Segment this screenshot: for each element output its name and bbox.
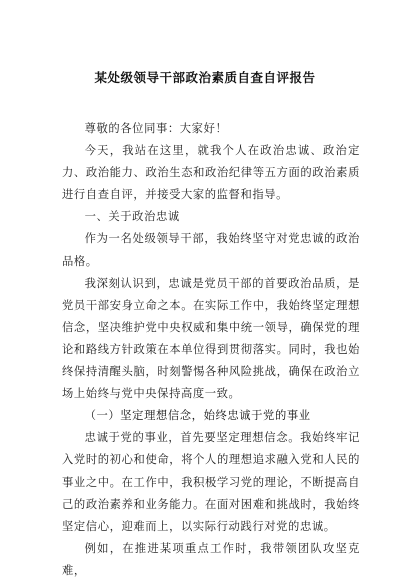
section-heading: 一、关于政治忠诚 [84,210,180,224]
subsection-paragraph: 忠诚于党的事业，首先要坚定理想信念。我始终牢记入党时的初心和使命，将个人的理想追求融入党和人民的事业之中。在工作中，我积极学习党的理论，不断提高自己的政治素养和业务能力。在面对困难和挑战时，我始终坚定信心，迎难而上，以实际行动践行对党的忠诚。 [62,431,360,533]
subsection-heading: （一）坚定理想信念，始终忠诚于党的事业 [84,409,311,423]
greeting-line: 尊敬的各位同事：大家好！ [84,122,228,135]
section-paragraph: 我深刻认识到，忠诚是党员干部的首要政治品质，是党员干部安身立命之本。在实际工作中，我始终坚定理想信念，坚决维护党中央权威和集中统一领导，确保党的理论和路线方针政策在本单位得到贯彻落实。同时，我也始终保持清醒头脑，时刻警惕各种风险挑战，确保在政治立场上始终与党中央保持高度一致。 [62,276,360,401]
section-paragraph: 作为一名处级领导干部，我始终坚守对党忠诚的政治品格。 [62,232,360,268]
intro-paragraph: 今天，我站在这里，就我个人在政治忠诚、政治定力、政治能力、政治生态和政治纪律等五方面的政治素质进行自查自评，并接受大家的监督和指导。 [62,144,360,202]
document-body [62,118,360,582]
document-title: 某处级领导干部政治素质自查自评报告 [94,70,316,85]
subsection-paragraph: 例如，在推进某项重点工作时，我带领团队攻坚克难， [62,541,360,577]
